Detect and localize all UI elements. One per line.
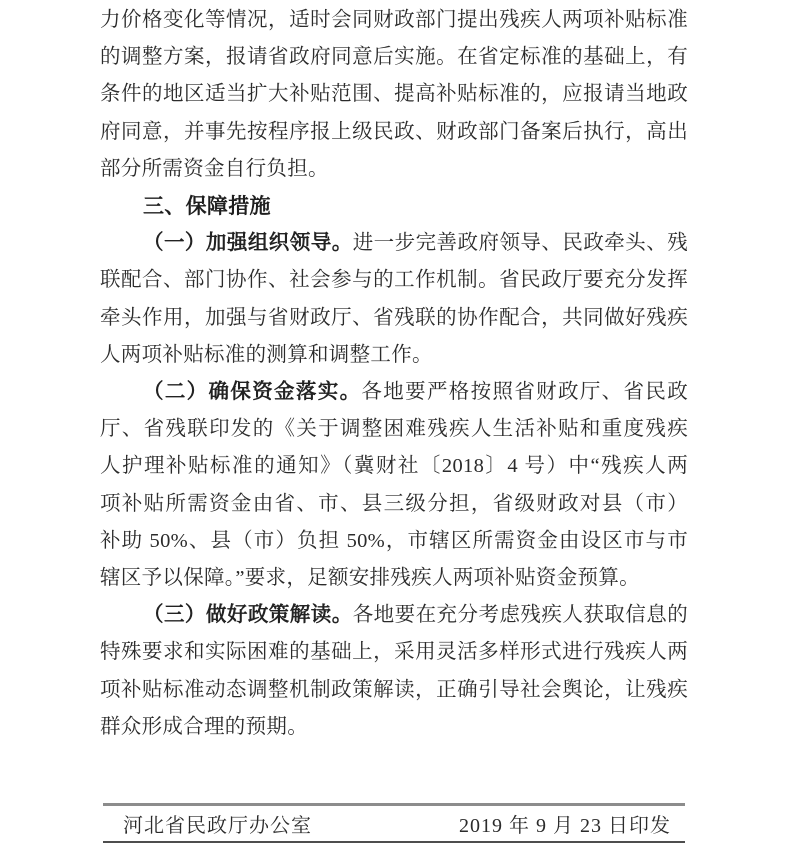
print-date: 2019 年 9 月 23 日印发 bbox=[459, 815, 671, 837]
doc-line bbox=[100, 672, 688, 709]
doc-line bbox=[100, 151, 688, 188]
section-heading-text: 三、保障措施 bbox=[143, 195, 271, 219]
doc-line-text: 辖区予以保障。”要求，足额安排残疾人两项补贴资金预算。 bbox=[100, 567, 640, 590]
doc-line bbox=[100, 300, 688, 337]
doc-line bbox=[100, 597, 688, 634]
doc-line bbox=[100, 411, 688, 448]
doc-line bbox=[100, 486, 688, 523]
doc-line bbox=[100, 114, 688, 151]
doc-line bbox=[100, 709, 688, 746]
doc-line bbox=[100, 76, 688, 113]
doc-line-text: 群众形成合理的预期。 bbox=[100, 715, 308, 738]
doc-line-text: 联配合、部门协作、社会参与的工作机制。省民政厅要充分发挥 bbox=[100, 269, 688, 292]
doc-line-text: 府同意，并事先按程序报上级民政、财政部门备案后执行，高出 bbox=[100, 120, 688, 143]
doc-line-text: 的调整方案，报请省政府同意后实施。在省定标准的基础上，有 bbox=[100, 46, 688, 69]
doc-line bbox=[100, 337, 688, 374]
document-body bbox=[100, 2, 688, 746]
doc-line-text: 人护理补贴标准的通知》（冀财社〔2018〕4 号）中“残疾人两 bbox=[100, 455, 688, 478]
doc-line-text: 项补贴所需资金由省、市、县三级分担，省级财政对县（市） bbox=[100, 492, 688, 515]
paragraph-lead: （三）做好政策解读。 bbox=[143, 604, 353, 627]
doc-line-text: 特殊要求和实际困难的基础上，采用灵活多样形式进行残疾人两 bbox=[100, 641, 688, 664]
doc-line bbox=[100, 560, 688, 597]
doc-line bbox=[100, 374, 688, 411]
doc-line bbox=[100, 39, 688, 76]
doc-line bbox=[100, 262, 688, 299]
doc-line-text: 进一步完善政府领导、民政牵头、残 bbox=[352, 232, 688, 255]
doc-line-text: 人两项补贴标准的测算和调整工作。 bbox=[100, 343, 433, 366]
colophon bbox=[103, 803, 685, 843]
section-heading bbox=[100, 188, 688, 225]
doc-line bbox=[100, 225, 688, 262]
paragraph-lead: （二）确保资金落实。 bbox=[143, 381, 362, 404]
doc-line-text: 部分所需资金自行负担。 bbox=[100, 157, 329, 180]
doc-line-text: 条件的地区适当扩大补贴范围、提高补贴标准的，应报请当地政 bbox=[100, 83, 688, 106]
doc-line bbox=[100, 448, 688, 485]
paragraph-lead: （一）加强组织领导。 bbox=[143, 232, 353, 255]
doc-line-text: 牵头作用，加强与省财政厅、省残联的协作配合，共同做好残疾 bbox=[100, 306, 688, 329]
doc-line bbox=[100, 523, 688, 560]
colophon-row bbox=[103, 806, 685, 841]
doc-line-text: 补助 50%、县（市）负担 50%，市辖区所需资金由设区市与市 bbox=[100, 529, 688, 552]
doc-line bbox=[100, 2, 688, 39]
doc-line-text: 各地要在充分考虑残疾人获取信息的 bbox=[352, 604, 688, 627]
doc-line bbox=[100, 634, 688, 671]
colophon-rule-bottom bbox=[103, 841, 685, 843]
doc-line-text: 厅、省残联印发的《关于调整困难残疾人生活补贴和重度残疾 bbox=[100, 418, 688, 441]
issuing-office: 河北省民政厅办公室 bbox=[123, 815, 312, 837]
doc-line-text: 力价格变化等情况，适时会同财政部门提出残疾人两项补贴标准 bbox=[100, 9, 688, 31]
doc-line-text: 项补贴标准动态调整机制政策解读，正确引导社会舆论，让残疾 bbox=[100, 678, 688, 701]
doc-line-text: 各地要严格按照省财政厅、省民政 bbox=[361, 381, 689, 404]
